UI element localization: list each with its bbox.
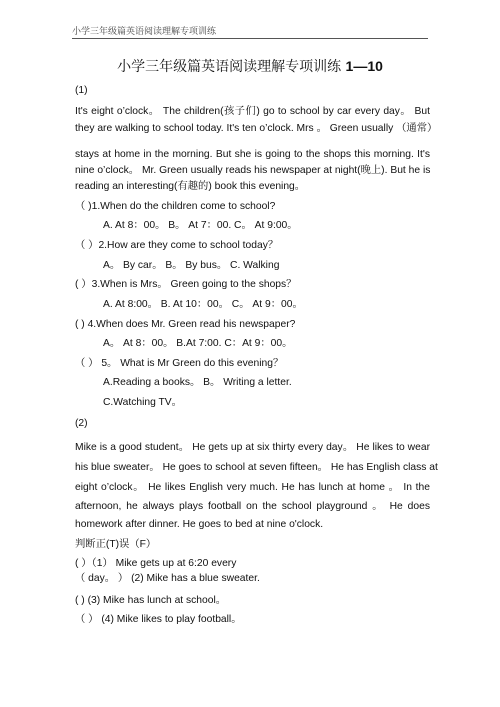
tf-item: （ day。 ） (2) Mike has a blue sweater. (75, 573, 260, 584)
passage1-line: It's eight o’clock。 The children(孩子们) go to school by car every day。 But (75, 106, 430, 117)
title-text: 小学三年级篇英语阅读理解专项训练 (117, 59, 342, 75)
section1-label: (1) (75, 85, 88, 96)
tf-item: ( ) (3) Mike has lunch at school。 (75, 595, 227, 606)
page-title (0, 56, 500, 76)
passage2-line: his blue sweater。 He goes to school at seven fifteen。 He has English class at (75, 462, 438, 473)
passage1-line: nine o’clock。 Mr. Green usually reads his newspaper at night(晚上). But he is (75, 165, 431, 176)
passage1-line: they are walking to school today. It's ten o’clock. Mrs 。 Green usually （通常） (75, 123, 438, 134)
title-suffix: 1—10 (345, 58, 383, 74)
passage2-line: eight o’clock。 He likes English very much. He has lunch at home 。 In the (75, 482, 430, 493)
section2-label: (2) (75, 418, 88, 429)
passage2-line: afternoon, he always plays football on the school playground 。 He does (75, 501, 430, 512)
question-1-options: A. At 8：00。 B。 At 7：00. C。 At 9:00。 (103, 220, 298, 231)
true-false-instruction: 判断正(T)误（F） (75, 539, 157, 550)
tf-item: （ ） (4) Mike likes to play football。 (75, 614, 242, 625)
question-2-options: A。 By car。 B。 By bus。 C. Walking (103, 260, 280, 271)
passage2-line: Mike is a good student。 He gets up at six thirty every day。 He likes to wear (75, 442, 430, 453)
question-4: ( ) 4.When does Mr. Green read his newspaper? (75, 319, 296, 330)
passage1-line: reading an interesting(有趣的) book this evening。 (75, 181, 306, 192)
question-5-options: A.Reading a books。 B。 Writing a letter. (103, 377, 292, 388)
passage2-line: homework after dinner. He goes to bed at nine o'clock. (75, 519, 324, 530)
header-rule (72, 38, 428, 39)
question-2: （ ）2.How are they come to school today？ (75, 240, 279, 251)
tf-item: ( ）（1） Mike gets up at 6:20 every (75, 558, 237, 569)
question-5-option-c: C.Watching TV。 (103, 397, 182, 408)
question-4-options: A。 At 8：00。 B.At 7:00. C：At 9：00。 (103, 338, 293, 349)
question-5: （ ） 5。 What is Mr Green do this evening？ (75, 358, 284, 369)
question-1: （ )1.When do the children come to school? (75, 201, 276, 212)
question-3: ( ）3.When is Mrs。 Green going to the shops？ (75, 279, 297, 290)
running-header: 小学三年级篇英语阅读理解专项训练 (72, 27, 217, 37)
question-3-options: A. At 8:00。 B. At 10：00。 C。 At 9：00。 (103, 299, 303, 310)
passage1-line: stays at home in the morning. But she is going to the shops this morning. It's (75, 149, 430, 160)
